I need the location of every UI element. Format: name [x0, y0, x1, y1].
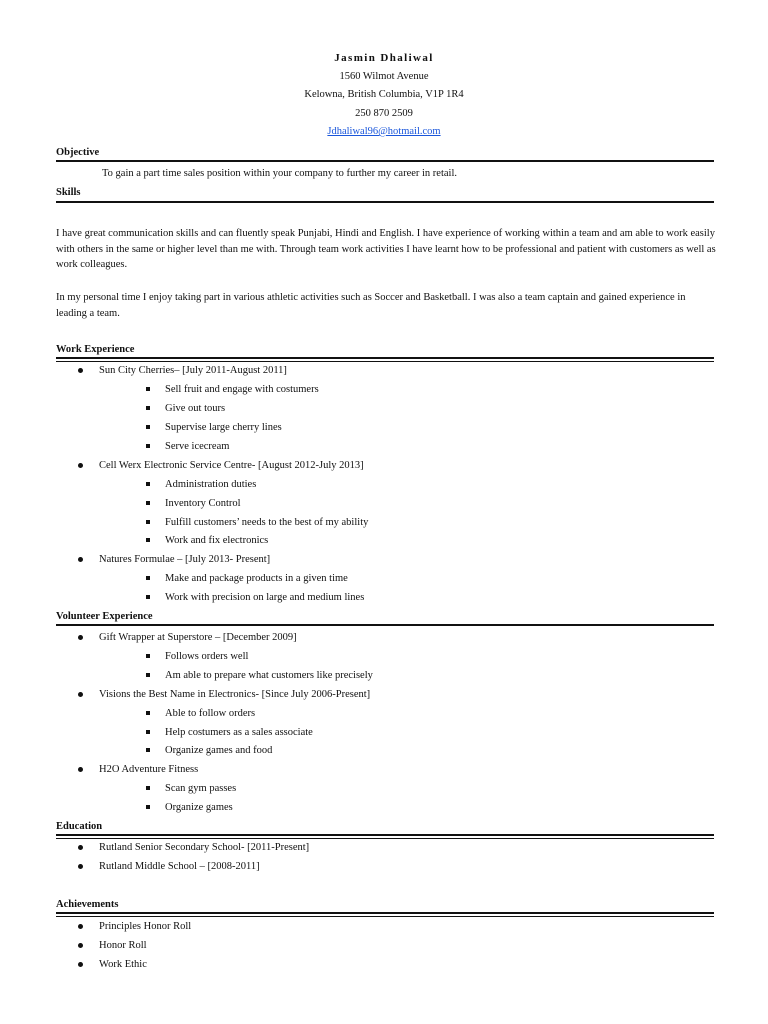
job-title: H2O Adventure Fitness: [99, 764, 199, 775]
bullet-icon: [78, 943, 83, 948]
section-divider: [56, 357, 714, 362]
section-title-objective: Objective: [56, 147, 100, 158]
square-bullet-icon: [146, 576, 150, 580]
job-duty: [146, 707, 255, 721]
duty-text: Organize games: [165, 802, 233, 813]
job-duty: [146, 650, 248, 664]
section-title-volunteer-experience: Volunteer Experience: [56, 611, 153, 622]
square-bullet-icon: [146, 501, 150, 505]
section-divider: [56, 834, 714, 839]
duty-text: Give out tours: [165, 403, 226, 414]
duty-text: Work and fix electronics: [165, 535, 269, 546]
resume-header: [0, 49, 768, 142]
duty-text: Make and package products in a given time: [165, 573, 348, 584]
bullet-icon: [78, 692, 83, 697]
section-divider: [56, 912, 714, 917]
job-title: Sun City Cherries– [July 2011-August 2011]: [99, 365, 287, 376]
job-title: Natures Formulae – [July 2013- Present]: [99, 554, 271, 565]
bullet-icon: [78, 845, 83, 850]
square-bullet-icon: [146, 730, 150, 734]
square-bullet-icon: [146, 786, 150, 790]
achievement-item: [78, 920, 191, 934]
applicant-name: Jasmin Dhaliwal: [334, 52, 434, 64]
square-bullet-icon: [146, 482, 150, 486]
achievement-item: [78, 939, 147, 953]
job-duty: [146, 516, 368, 530]
job-duty: [146, 744, 272, 758]
job-duty: [146, 383, 319, 397]
section-divider: [56, 201, 714, 203]
job-duty: [146, 497, 241, 511]
section-divider: [56, 624, 714, 626]
bullet-icon: [78, 962, 83, 967]
address-line-2: Kelowna, British Columbia, V1P 1R4: [304, 89, 464, 100]
section-title-skills: Skills: [56, 187, 81, 198]
education-item: [78, 841, 309, 855]
duty-text: Fulfill customers’ needs to the best of my ability: [165, 517, 369, 528]
bullet-icon: [78, 368, 83, 373]
job-duty: [146, 572, 348, 586]
job-duty: [146, 782, 236, 796]
bullet-icon: [78, 463, 83, 468]
duty-text: Scan gym passes: [165, 783, 237, 794]
duty-text: Able to follow orders: [165, 708, 256, 719]
job-duty: [146, 801, 233, 815]
square-bullet-icon: [146, 748, 150, 752]
duty-text: Help costumers as a sales associate: [165, 727, 313, 738]
section-title-achievements: Achievements: [56, 899, 119, 910]
square-bullet-icon: [146, 425, 150, 429]
section-title-work-experience: Work Experience: [56, 344, 135, 355]
job-title: Cell Werx Electronic Service Centre- [August 2012-July 2013]: [99, 460, 364, 471]
skills-paragraph-2: In my personal time I enjoy taking part in various athletic activities such as Soccer and Basketball. I was also a team captain and gained experience in leading a team.: [56, 292, 686, 319]
section-title-education: Education: [56, 821, 103, 832]
volunteer-job: [78, 763, 198, 777]
square-bullet-icon: [146, 538, 150, 542]
job-duty: [146, 726, 313, 740]
education-item: [78, 860, 260, 874]
duty-text: Organize games and food: [165, 745, 273, 756]
work-job: [78, 459, 364, 473]
job-duty: [146, 591, 364, 605]
bullet-icon: [78, 557, 83, 562]
achievement-text: Principles Honor Roll: [99, 921, 192, 932]
square-bullet-icon: [146, 595, 150, 599]
square-bullet-icon: [146, 406, 150, 410]
section-divider: [56, 160, 714, 162]
achievement-item: [78, 958, 147, 972]
duty-text: Supervise large cherry lines: [165, 422, 282, 433]
volunteer-job: [78, 631, 297, 645]
work-job: [78, 364, 287, 378]
job-duty: [146, 534, 268, 548]
email-link[interactable]: Jdhaliwal96@hotmail.com: [327, 126, 441, 137]
education-text: Rutland Middle School – [2008-2011]: [99, 861, 260, 872]
achievement-text: Honor Roll: [99, 940, 147, 951]
phone-number: 250 870 2509: [355, 107, 413, 119]
duty-text: Follows orders well: [165, 651, 249, 662]
square-bullet-icon: [146, 654, 150, 658]
square-bullet-icon: [146, 520, 150, 524]
bullet-icon: [78, 767, 83, 772]
duty-text: Administration duties: [165, 479, 257, 490]
job-duty: [146, 440, 229, 454]
bullet-icon: [78, 635, 83, 640]
bullet-icon: [78, 864, 83, 869]
volunteer-job: [78, 688, 370, 702]
work-job: [78, 553, 270, 567]
duty-text: Serve icecream: [165, 441, 230, 452]
job-duty: [146, 421, 282, 435]
achievement-text: Work Ethic: [99, 959, 147, 970]
job-title: Gift Wrapper at Superstore – [December 2009]: [99, 632, 297, 643]
duty-text: Am able to prepare what customers like precisely: [165, 670, 373, 681]
duty-text: Sell fruit and engage with costumers: [165, 384, 319, 395]
bullet-icon: [78, 924, 83, 929]
education-text: Rutland Senior Secondary School- [2011-Present]: [99, 842, 310, 853]
duty-text: Work with precision on large and medium lines: [165, 592, 365, 603]
square-bullet-icon: [146, 387, 150, 391]
job-duty: [146, 669, 373, 683]
skills-paragraph-1: I have great communication skills and can fluently speak Punjabi, Hindi and English. I have experience of working within a team and am able to work easily with others in the same or higher level than me with. Through team work activities I have learnt how to be professional and patient with customers as well as work colleagues.: [56, 228, 716, 270]
square-bullet-icon: [146, 444, 150, 448]
square-bullet-icon: [146, 805, 150, 809]
address-line-1: 1560 Wilmot Avenue: [339, 70, 429, 82]
square-bullet-icon: [146, 711, 150, 715]
objective-text: To gain a part time sales position within your company to further my career in retail.: [102, 168, 457, 179]
job-duty: [146, 402, 225, 416]
job-duty: [146, 478, 256, 492]
job-title: Visions the Best Name in Electronics- [Since July 2006-Present]: [99, 689, 371, 700]
square-bullet-icon: [146, 673, 150, 677]
duty-text: Inventory Control: [165, 498, 241, 509]
